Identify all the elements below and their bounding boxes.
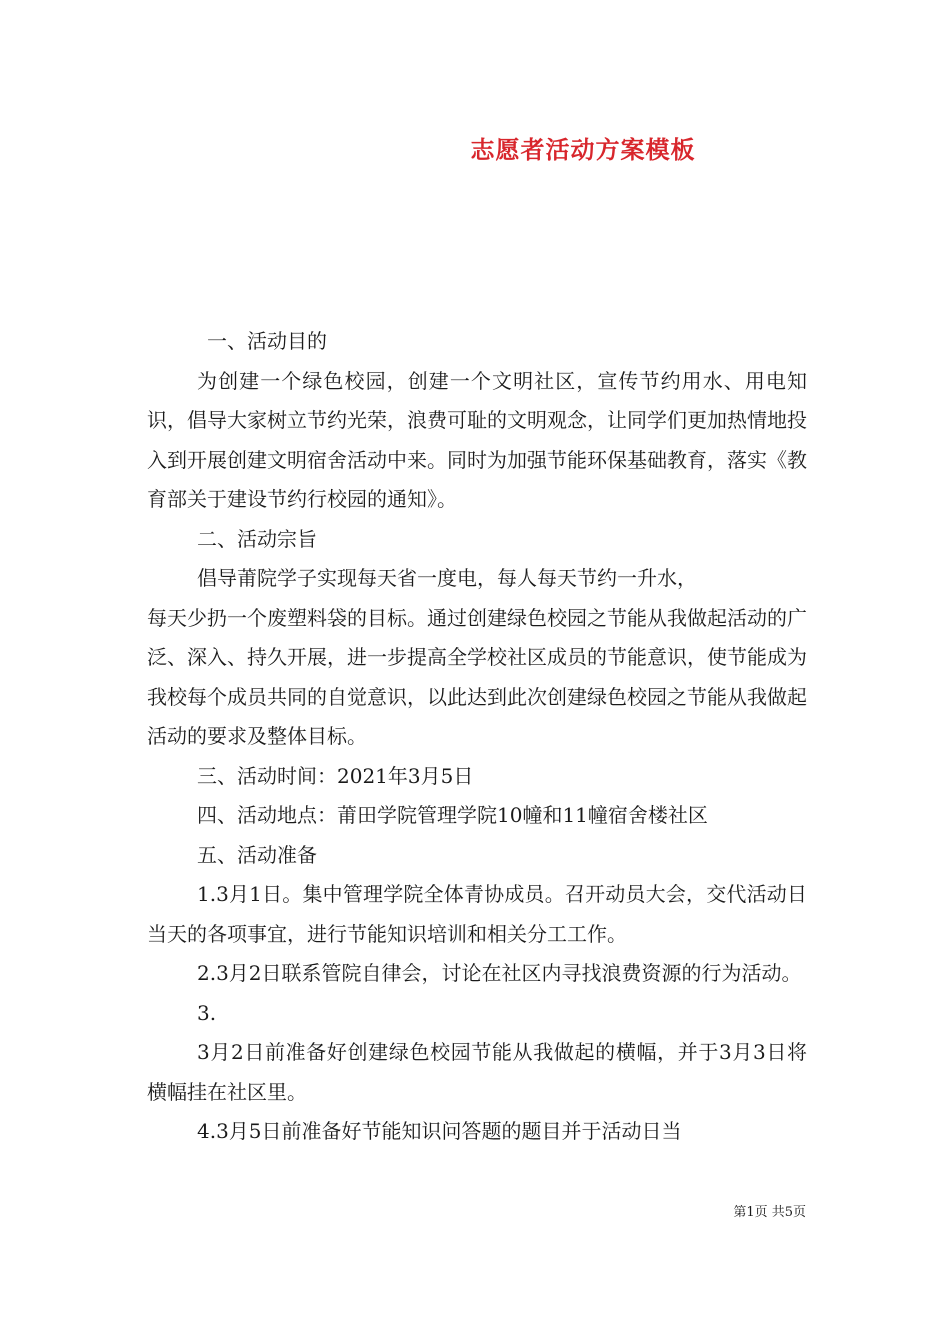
page-number: 第1页 共5页 bbox=[733, 1205, 806, 1220]
paragraph: 四、活动地点：莆田学院管理学院10幢和11幢宿舍楼社区 bbox=[197, 803, 708, 827]
paragraph: 每天少扔一个废塑料袋的目标。通过创建绿色校园之节能从我做起活动的广泛、深入、持久开展，进一步提高全学校社区成员的节能意识，使节能成为我校每个成员共同的自觉意识，以此达到此次创建绿色校园之节能从我做起活动的要求及整体目标。 bbox=[147, 605, 807, 748]
paragraph: 2.3月2日联系管院自律会，讨论在社区内寻找浪费资源的行为活动。 bbox=[197, 961, 802, 985]
document-body bbox=[147, 322, 807, 1152]
section-heading: 一、活动目的 bbox=[207, 329, 327, 353]
paragraph: 为创建一个绿色校园，创建一个文明社区，宣传节约用水、用电知识，倡导大家树立节约光荣，浪费可耻的文明观念，让同学们更加热情地投入到开展创建文明宿舍活动中来。同时为加强节能环保基础教育，落实《教育部关于建设节约行校园的通知》。 bbox=[147, 368, 807, 511]
paragraph: 倡导莆院学子实现每天省一度电，每人每天节约一升水， bbox=[197, 566, 697, 590]
document-title: 志愿者活动方案模板 bbox=[470, 135, 696, 164]
paragraph: 4.3月5日前准备好节能知识问答题的题目并于活动日当 bbox=[197, 1119, 682, 1143]
section-heading: 二、活动宗旨 bbox=[197, 526, 317, 551]
paragraph: 3. bbox=[197, 1000, 217, 1025]
paragraph: 三、活动时间：2021年3月5日 bbox=[197, 763, 474, 788]
paragraph: 1.3月1日。集中管理学院全体青协成员。召开动员大会，交代活动日当天的各项事宜，进行节能知识培训和相关分工工作。 bbox=[147, 882, 807, 946]
section-heading: 五、活动准备 bbox=[197, 842, 317, 867]
paragraph: 3月2日前准备好创建绿色校园节能从我做起的横幅，并于3月3日将横幅挂在社区里。 bbox=[147, 1040, 807, 1104]
